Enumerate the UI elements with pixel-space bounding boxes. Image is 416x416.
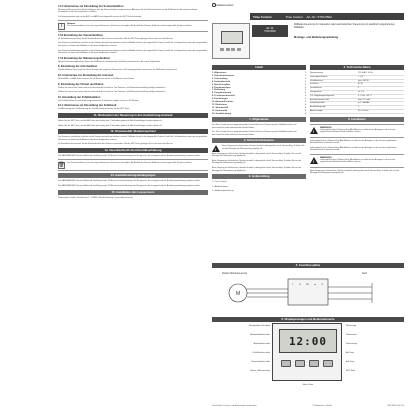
display-callout-left: Zufallsfunktion aktiv xyxy=(252,352,270,354)
product-model: Time Control xyxy=(285,14,303,19)
display-callout-right: SET-Taste xyxy=(346,370,356,372)
safety-text: Beim Umgang mit elektrischen Geräten besteht Lebensgefahr durch Stromschlag. Schalten Sie vor der Montage die Netzspannung allpolig ab. xyxy=(212,159,302,165)
toc-title: Inhalt xyxy=(212,65,306,70)
warning-box xyxy=(310,154,404,168)
section-text: Die Sonnenschutzfunktion wird bei starker Sonneneinstrahlung aktiviert und der Rollladen faehrt in die eingestellte Position. Faellt die Lichtintensitaet unter den eingestellten Grenzwert, so faehrt der Rollladen in die obere Endposition zurueck. xyxy=(58,49,208,55)
section-band: 15. Installation des Lesesensors xyxy=(58,190,208,195)
toc-item-label: 13. Konformität xyxy=(212,109,228,112)
section-text: Die Zufallsfunktion verschiebt die programmierten Schaltzeiten taeglich um bis zu 15 Minuten. xyxy=(58,99,140,102)
toc-item-page: 3 xyxy=(304,86,306,89)
toc-item-label: 8.1 Funktionsübersicht xyxy=(212,95,235,98)
toc-item-page: 5 xyxy=(304,101,306,104)
display-callout-right: Ab-Taste xyxy=(346,352,354,354)
toc-item-label: 11. Rücksetzen xyxy=(212,103,227,106)
toc-list xyxy=(212,72,306,116)
delivery-title: 3. Lieferumfang xyxy=(212,174,306,179)
toc-item-page: 3 xyxy=(304,89,306,92)
terminal-label: PE xyxy=(306,284,309,286)
general-text: Die Time Control ist eine programmierbare Zeitschaltuhr zur Steuerung eines Rollladenmotors mit mechanischen oder elektronischen Endschaltern. xyxy=(212,124,297,129)
safety-title: 2. Sicherheitshinweise xyxy=(212,138,306,143)
spec-key: Zul. Umgebungstemperatur xyxy=(310,94,335,97)
spec-value: IP 20 xyxy=(358,83,363,86)
display-callout-left: Automatikbetrieb aktiv xyxy=(250,334,270,336)
device-display xyxy=(221,31,243,44)
device-photo xyxy=(212,23,250,59)
section-text: Die Sonnenschutzfunktion wird bei starker Sonneneinstrahlung aktiviert und der Rollladen faehrt in die eingestellte Position. Faellt die Lichtintensitaet unter den eingestellten Grenzwert, so faehrt der Rollladen in die obere Endposition zurueck. xyxy=(58,42,208,47)
toc-item-label: 4. Geräteübersicht xyxy=(212,80,231,83)
toc-item-label: 1. Allgemeines xyxy=(212,72,227,74)
spec-key: Schaltzeitpunkte xyxy=(310,102,325,105)
delivery-item: 1 x Abdeckrahmen xyxy=(212,185,229,188)
section-band: 14. Gewährleistungsbedingungen xyxy=(58,173,208,178)
spec-key: Gangreserve xyxy=(310,90,322,93)
display-illustration xyxy=(272,323,342,381)
article-number-caption: Art.-Nr. xyxy=(266,27,274,30)
display-callout-left: Sonnenfunktion aktiv xyxy=(251,361,270,363)
warning-title: WARNUNG xyxy=(320,126,332,129)
warning-box xyxy=(310,124,404,138)
brand-logo xyxy=(212,3,234,7)
section-title: 8. Einstellung der Astrofunktion xyxy=(58,65,98,69)
display-callout-left: Uhrzeit / Menüanzeige xyxy=(249,370,270,372)
spec-value: je 1 x Auf/Ab xyxy=(358,102,370,105)
spec-key: Anschlussquerschnitt xyxy=(310,98,329,101)
install-section xyxy=(310,115,404,195)
menu-key-label: Menü-Taste xyxy=(302,384,314,386)
brand-logo-icon xyxy=(212,3,216,7)
toc-item-page: 6 xyxy=(304,103,306,106)
section-band: 11. Rücksetzen der Steuerung in den Auslieferungszustand xyxy=(58,113,208,118)
section-title: 8.1 Untermenue zur Einstellung der Astrozeit xyxy=(58,73,114,77)
safety-text: Beim Umgang mit elektrischen Geräten besteht Lebensgefahr durch Stromschlag. Schalten Sie vor der Montage die Netzspannung allpolig ab. xyxy=(222,145,305,150)
spec-row xyxy=(310,110,404,114)
section-text: Die Sonnenposition wird mit der AUF- und AB-Taste eingestellt und mit der SET-Taste bestaetigt. xyxy=(58,15,142,18)
toc-item-page: 6 xyxy=(304,112,306,115)
toc xyxy=(212,63,306,116)
spec-value: 0 °C bis +40 °C xyxy=(358,94,372,97)
spec-key: Schaltleistung xyxy=(310,79,323,82)
warning-icon: ! xyxy=(310,157,318,164)
warning-title: WARNUNG xyxy=(320,156,332,159)
section-text: Die RADEMACHER Geraete-Elektronik GmbH gewaehrt 24 Monate Gewaehrleistung fuer Neugeraete, die entsprechend der Bedienungsanleitung montiert wurden. xyxy=(58,154,201,157)
section-text: Die Sonnenschutzfunktion wird bei starker Sonneneinstrahlung aktiviert und der Rollladen faehrt in die eingestellte Position. Faellt die Lichtintensitaet unter den eingestellten Grenzwert, so faehrt der Rollladen in die obere Endposition zurueck. xyxy=(58,136,208,141)
terminal-label: ▲ xyxy=(314,284,317,286)
product-header xyxy=(250,13,404,20)
section-text: Im Einstellmenue koennen Sie die Empfindlichkeit des Sensors veraendern. Mit der SET-Taste gelangen Sie in das naechste Menue. xyxy=(58,37,174,40)
wiring-diagram xyxy=(212,269,404,313)
company-address: Rademacher GmbH - Buschkamp 7 - D-46414 Rhede/Germany - www.rademacher.de xyxy=(58,196,133,199)
article-number-box xyxy=(252,25,288,37)
display-callout-right: Sommerzeit xyxy=(346,334,357,336)
toc-item-label: 10. Automatik ein/aus xyxy=(212,101,234,104)
toc-item-label: 5. Anschlusspläne xyxy=(212,83,231,86)
hint-title: Hinweis xyxy=(67,22,76,25)
section-title: 10. Einstellung der Zufallsfunktion xyxy=(58,95,101,99)
toc-item-label: 9. Einstellungen xyxy=(212,98,228,101)
tech-specs xyxy=(310,63,404,116)
toc-item-page: 2 xyxy=(304,80,306,83)
toc-item-label: 7. Bedienung xyxy=(212,89,226,92)
section-text: Halten Sie die SET-Taste und die AB-Taste gleichzeitig fuer 5 Sekunden gedrueckt. Alle Einstellungen werden geloescht. xyxy=(58,124,163,127)
article-number-label: Art.-Nr.: 5700 0502 xyxy=(306,14,332,19)
spec-list xyxy=(310,72,404,114)
footer-copyright: © Rademacher GmbH xyxy=(312,405,332,407)
spec-value: 230 V/AC, 50 Hz xyxy=(358,72,373,74)
section-text: Die RADEMACHER Geraete-Elektronik GmbH gewaehrt 24 Monate Gewaehrleistung fuer Neugeraete, die entsprechend der Bedienungsanleitung montiert wurden. xyxy=(58,180,201,183)
up-key xyxy=(295,360,305,367)
display-title: 6. Displayanzeigen und Bedienelemente xyxy=(212,317,404,322)
wiring-title: 5. Anschlusspläne xyxy=(212,263,404,268)
down-key xyxy=(309,360,319,367)
toc-item-page: 6 xyxy=(304,106,306,109)
display-callout-right: Wochentag xyxy=(346,325,357,327)
spec-key: Netzspannung xyxy=(310,72,323,74)
warning-icon: ! xyxy=(310,127,318,134)
install-text: Beim Umgang mit elektrischen Geräten besteht Lebensgefahr durch Stromschlag. Schalten Sie vor der Montage die Netzspannung allpolig ab. xyxy=(310,169,400,175)
section-title: 9. Einstellung der Uhrzeit und Datum xyxy=(58,82,104,86)
set-key xyxy=(323,360,333,367)
toc-item-page: 4 xyxy=(304,95,306,98)
section-text: Halten Sie die SET-Taste und die AB-Taste gleichzeitig fuer 5 Sekunden gedrueckt. Alle Einstellungen werden geloescht. xyxy=(58,119,163,122)
toc-item-label: 3. Lieferumfang xyxy=(212,77,228,80)
spec-value: max. 400 W xyxy=(358,79,369,82)
install-title: 6. Installation xyxy=(310,117,404,122)
section-band: 12. Stromausfall / Batteriewechsel xyxy=(58,129,208,134)
display-callout-right: Dämmerung xyxy=(346,343,358,345)
display-callout-right: Auf-Taste xyxy=(346,361,355,363)
product-name: Time Control xyxy=(253,14,272,19)
info-icon: i xyxy=(58,23,65,30)
wiring-left-label: Direkte Motorsteuerung xyxy=(222,272,247,275)
document-title: Montage- und Bedienungsanleitung xyxy=(294,36,339,39)
toc-item-label: 8. Programmierung xyxy=(212,92,232,95)
terminal-label: L xyxy=(292,284,294,286)
hint-text: Die Sonnenfunktion ist nur mit angeschlossenem Lichtsensor verfuegbar. Bei Ausfall des Sensors bleibt die zuletzt eingestellte Position erhalten. xyxy=(67,161,192,164)
spec-value: < 1 W xyxy=(358,75,364,78)
toc-item-page: 1 xyxy=(304,74,306,77)
spec-value: ca. 4 h xyxy=(358,90,365,93)
toc-spec-row xyxy=(212,63,404,116)
spec-value: 50 x 50 mm xyxy=(358,109,369,112)
toc-item-page: 5 xyxy=(304,98,306,101)
toc-item-page: 1 xyxy=(304,72,306,74)
install-text: Lebensgefahr durch Stromschlag! Alle Arbeiten an elektrischen Anlagen nur durch eine zugelassene Elektrofachkraft ausführen lassen. xyxy=(310,146,397,152)
toc-item-label: 6. Displayanzeigen xyxy=(212,86,231,89)
section-title: 7.12 Einstellung der Sonnenfunktion xyxy=(58,33,103,37)
general-title: 1. Allgemeines xyxy=(212,117,306,122)
warning-icon: ! xyxy=(212,145,220,152)
brand-name: Rademacher xyxy=(216,3,234,7)
right-column xyxy=(212,3,404,411)
delivery-item: 1 x Time Control xyxy=(212,181,227,184)
terminal-label: N xyxy=(299,284,301,286)
section-title: 7.13 Einstellung der Dämmerungsfunktion xyxy=(58,56,111,60)
section-text: Mit diesem Menue werden die Einstellungen fuer die Sonnenfunktion vorgenommen. Aktivieren Sie die Sonnenfunktion um die Rollladen bei Sonneneinstrahlung automatisch in die Sonnenposition zu fahren. xyxy=(58,8,198,14)
recycle-bin-icon: 🗑 xyxy=(58,162,65,169)
toc-item-page: 6 xyxy=(304,109,306,112)
spec-key: Schutzklasse xyxy=(310,87,322,90)
spec-key: Anzahl Ausgänge xyxy=(310,106,326,109)
spec-value: II xyxy=(358,87,360,90)
section-text: Die RADEMACHER Geraete-Elektronik GmbH gewaehrt 24 Monate Gewaehrleistung fuer Neugeraete, die entsprechend der Bedienungsanleitung montiert wurden. xyxy=(58,185,201,188)
article-number-value: 5700 0502 xyxy=(264,30,276,34)
safety-text: Beim Umgang mit elektrischen Geräten besteht Lebensgefahr durch Stromschlag. Schalten Sie vor der Montage die Netzspannung allpolig ab. xyxy=(212,152,302,158)
specs-title: 2. Technische Daten xyxy=(310,65,404,70)
footer-disclaimer: Druckfehler, Irrtümer und Änderungen vorbehalten xyxy=(212,405,257,407)
section-band: 13. Vereinfachte EU-Konformitätserklärung xyxy=(58,148,208,153)
display-callout-left: Astrofunktion aktiv xyxy=(253,343,270,345)
section-text: Im Einstellmenue koennen Sie die Empfindlichkeit des Sensors veraendern. Mit der SET-Taste gelangen Sie in das naechste Menue. xyxy=(58,143,174,146)
section-text: Die Astrofunktion berechnet fuer Ihren Standort die taeglichen Sonnenauf- und Untergangszeiten und steuert die Rollladen entsprechend. xyxy=(58,69,177,72)
left-column xyxy=(58,3,208,411)
lcd-clock: 12:00 xyxy=(279,329,337,353)
toc-item-page: 2 xyxy=(304,83,306,86)
toc-item-label: 14. Gewährleistung xyxy=(212,112,232,115)
toc-item-page: 4 xyxy=(304,92,306,95)
section-text: Stellen Sie zuerst das Datum und anschliessend die Uhrzeit ein. Die Sommer- und Winterzeitumstellung erfolgt automatisch. xyxy=(58,86,166,89)
wiring-right-label: Netz xyxy=(362,272,367,275)
display-keys xyxy=(281,360,333,367)
spec-key: Schutzart xyxy=(310,83,319,86)
install-text: Lebensgefahr durch Stromschlag! Alle Arbeiten an elektrischen Anlagen nur durch eine zugelassene Elektrofachkraft ausführen lassen. xyxy=(310,139,397,145)
spec-value: max. 1,5 mm² xyxy=(358,98,371,101)
hint-text: Die Sonnenfunktion ist nur mit angeschlossenem Lichtsensor verfuegbar. Bei Ausfall des Sensors bleibt die zuletzt eingestellte Position erhalten. xyxy=(67,24,192,27)
spec-value: 1 xyxy=(358,106,360,109)
section-title: 10.1 Untermenue zur Einstellung der Zufallszeit xyxy=(58,104,117,108)
section-text: Stellen Sie zuerst das Datum und anschliessend die Uhrzeit ein. Die Sommer- und Winterzeitumstellung erfolgt automatisch. xyxy=(58,91,166,94)
section-title: 7.11 Untermenue zur Einstellung der Sonnenfunktion xyxy=(58,4,124,8)
general-text: Die Time Control ist eine programmierbare Zeitschaltuhr zur Steuerung eines Rollladenmotors mit mechanischen oder elektronischen Endschaltern. xyxy=(212,131,297,136)
toc-item-page: 2 xyxy=(304,77,306,80)
spec-key: Leistungsaufnahme xyxy=(310,75,328,78)
toc-item-label: 2. Sicherheitshinweise xyxy=(212,74,235,77)
warning-text: Lebensgefahr durch Stromschlag! Alle Arbeiten an elektrischen Anlagen nur durch eine zugelassene Elektrofachkraft ausführen lassen. xyxy=(320,158,396,164)
page-footer xyxy=(212,405,404,407)
hint-box xyxy=(58,159,208,171)
safety-warning xyxy=(212,145,306,152)
section-text: Mit der Daemmerungsfunktion fahren die Rollladen bei einsetzender Dunkelheit automatisch in die untere Endposition. xyxy=(58,60,161,63)
footer-doc-number: VBD 608-1 (01.16) xyxy=(387,405,404,407)
terminal-label: ▼ xyxy=(321,284,324,286)
display-callout-left: Ausgewählte Schaltzeit xyxy=(249,325,270,327)
warning-text: Lebensgefahr durch Stromschlag! Alle Arbeiten an elektrischen Anlagen nur durch eine zugelassene Elektrofachkraft ausführen lassen. xyxy=(320,128,396,134)
section-text: Zur Aktivierung oder Deaktivierung der Zufallsfunktion druecken Sie die SET-Taste. xyxy=(58,108,130,111)
toc-item-label: 12. Stromausfall xyxy=(212,106,229,109)
safety-text: Beim Umgang mit elektrischen Geräten besteht Lebensgefahr durch Stromschlag. Schalten Sie vor der Montage die Netzspannung allpolig ab. xyxy=(212,166,302,172)
device-buttons xyxy=(220,48,241,51)
spec-key: Abmessungen xyxy=(310,109,323,112)
controller-block xyxy=(288,279,328,305)
section-text: Mit der AUF- und AB-Taste koennen Sie die Astrozeit um bis zu 60 Minuten verschieben. xyxy=(58,77,135,80)
delivery-item: 1 x Bedienungsanleitung xyxy=(212,190,234,193)
menu-key xyxy=(281,360,291,367)
hint-box xyxy=(58,20,208,32)
product-description: Rollladensteuerung zur manuellen oder automatischen Steuerung von elektrisch angetriebenen Rollläden. xyxy=(294,23,395,29)
svg-text:M: M xyxy=(236,291,241,297)
